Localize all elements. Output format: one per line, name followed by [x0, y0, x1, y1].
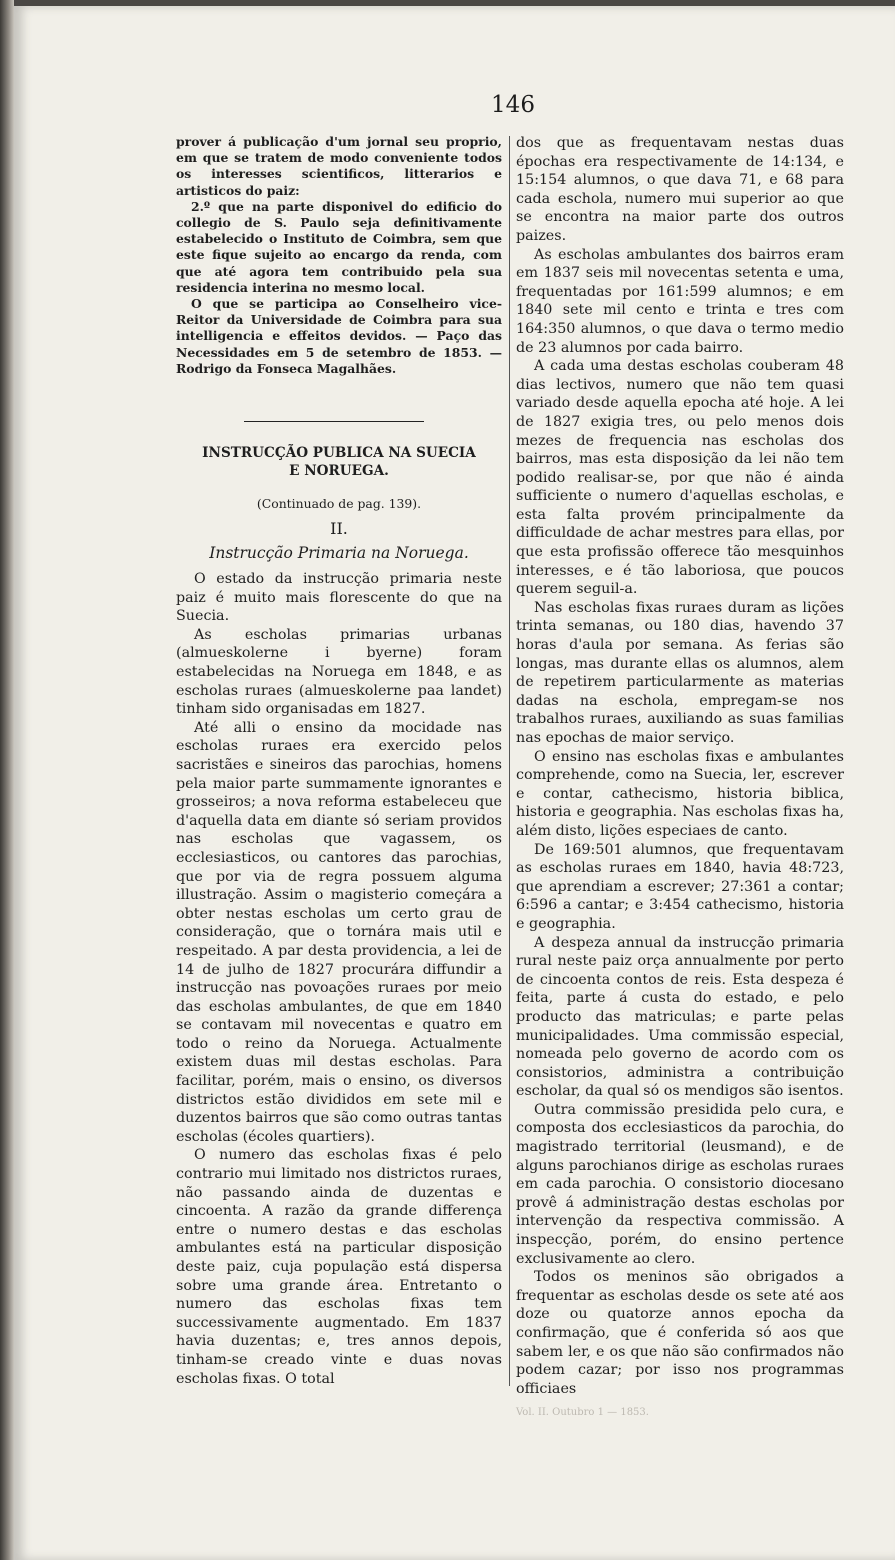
book-spine-edge: [0, 0, 14, 1560]
page-number: 146: [491, 92, 535, 118]
body-paragraph: O numero das escholas fixas é pelo contrario mui limitado nos districtos ruraes, não passando ainda de duzentas e cincoenta. A razão da grande differença entre o numero destas e das escholas ambulantes está na particular disposição deste paiz, cuja população está dispersa sobre uma grande área. Entretanto o numero das escholas fixas tem successivamente augmentado. Em 1837 havia duzentas; e, tres annos depois, tinham-se creado vinte e duas novas escholas fixas. O total: [176, 1147, 502, 1387]
body-paragraph: A cada uma destas escholas couberam 48 dias lectivos, numero que não tem quasi variado desde aquella epocha até hoje. A lei de 1827 exigia tres, ou pelo menos dois mezes de frequencia nas escholas dos bairros, mas esta disposição da lei não tem podido realisar-se, por que não é ainda sufficiente o numero d'aquellas escholas, e esta falta provém principalmente da difficuldade de achar mestres para ellas, por que esta profissão offerece tão mesquinhos interesses, e é tão laboriosa, que poucos querem seguil-a.: [516, 358, 844, 598]
decree-paragraph: O que se participa ao Conselheiro vice-Reitor da Universidade de Coimbra para sua intelligencia e effeitos devidos. — Paço das Necessidades em 5 de setembro de 1853. — Rodrigo da Fonseca Magalhães.: [176, 296, 502, 376]
body-paragraph: Nas escholas fixas ruraes duram as lições trinta semanas, ou 180 dias, havendo 37 horas d'aula por semana. As ferias são longas, mas durante ellas os alumnos, alem de repetirem particularmente as materias dadas na eschola, empregam-se nos trabalhos ruraes, auxiliando as suas familias nas epochas de maior serviço.: [516, 599, 844, 746]
body-paragraph: Até alli o ensino da mocidade nas escholas ruraes era exercido pelos sacristães e sineiros das parochias, homens pela maior parte summamente ignorantes e grosseiros; a nova reforma estabeleceu que d'aquella data em diante só seriam providos nas escholas que vagassem, os ecclesiasticos, ou cantores das parochias, que por via de regra possuem alguma illustração. Assim o magisterio começára a obter nestas escholas um certo grau de consideração, que o tornára mais util e respeitado. A par desta providencia, a lei de 14 de julho de 1827 procurára diffundir a instrucção nas povoações ruraes por meio das escholas ambulantes, de que em 1840 se contavam mil novecentas e quatro em todo o reino da Noruega. Actualmente existem duas mil destas escholas. Para facilitar, porém, mais o ensino, os diversos districtos estão divididos em sete mil e duzentos bairros que são como outras tantas escholas (écoles quartiers).: [176, 719, 502, 1145]
body-paragraph: A despeza annual da instrucção primaria rural neste paiz orça annualmente por perto de cincoenta contos de reis. Esta despeza é feita, parte á custa do estado, e pelo producto das matriculas; e parte pelas municipalidades. Uma commissão especial, nomeada pelo governo de acordo com os consistorios, administra a contribuição escholar, da qual só os mendigos são isentos.: [516, 934, 844, 1100]
body-paragraph: Todos os meninos são obrigados a frequentar as escholas desde os sete até aos doze ou quatorze annos epocha da confirmação, que é conferida só aos que sabem ler, e os que não são confirmados não podem cazar; por isso nos programmas officiaes: [516, 1269, 844, 1397]
body-paragraph: O estado da instrucção primaria neste paiz é muito mais florescente do que na Suecia.: [176, 571, 502, 625]
body-paragraph: Outra commissão presidida pelo cura, e composta dos ecclesiasticos da parochia, do magistrado territorial (leusmand), e de alguns parochianos dirige as escholas ruraes em cada parochia. O consistorio diocesano provê á administração destas escholas por intervenção da respectiva commissão. A inspecção, porém, do ensino pertence exclusivamente ao clero.: [516, 1101, 844, 1267]
body-paragraph: As escholas ambulantes dos bairros eram em 1837 seis mil novecentas setenta e uma, frequentadas por 161:599 alumnos; e em 1840 sete mil cento e trinta e tres com 164:350 alumnos, o que dava o termo medio de 23 alumnos por cada bairro.: [516, 246, 844, 356]
left-body: [176, 570, 502, 1388]
decree-paragraph: prover á publicação d'um jornal seu proprio, em que se tratem de modo conveniente todos os interesses scientificos, litterarios e artisticos do paiz:: [176, 134, 502, 198]
chapter-subtitle: Instrucção Primaria na Noruega.: [209, 544, 469, 563]
column-divider: [509, 136, 510, 1386]
body-paragraph: As escholas primarias urbanas (almueskolerne i byerne) foram estabelecidas na Noruega em 1848, e as escholas ruraes (almueskolerne paa landet) tinham sido organisadas em 1827.: [176, 626, 502, 718]
body-paragraph: dos que as frequentavam nestas duas épochas era respectivamente de 14:134, e 15:154 alumnos, o que dava 71, e 68 para cada eschola, numero mui superior ao que se encontra na maior parte dos outros paizes.: [516, 135, 844, 244]
body-paragraph: De 169:501 alumnos, que frequentavam as escholas ruraes em 1840, havia 48:723, que aprendiam a escrever; 27:361 a contar; 6:596 a cantar; e 3:454 cathecismo, historia e geographia.: [516, 841, 844, 932]
section-title: INSTRUCÇÃO PUBLICA NA SUECIA: [202, 445, 476, 462]
chapter-numeral: II.: [330, 519, 348, 539]
right-body: [516, 134, 844, 1398]
body-paragraph: O ensino nas escholas fixas e ambulantes comprehende, como na Suecia, ler, escrever e contar, cathecismo, historia biblica, historia e geographia. Nas escholas fixas ha, além disto, lições especiaes de canto.: [516, 748, 844, 839]
section-title-line2: E NORUEGA.: [289, 463, 389, 480]
decree-paragraph: 2.º que na parte disponivel do edificio do collegio de S. Paulo seja definitivamente estabelecido o Instituto de Coimbra, sem que este fique sujeito ao encargo da renda, com que até agora tem contribuido pela sua residencia interina no mesmo local.: [176, 198, 502, 295]
section-rule: [244, 421, 424, 422]
bleed-through-footer: Vol. II. Outubro 1 — 1853.: [516, 1407, 649, 1418]
right-column: [516, 134, 844, 1398]
decree-block: [176, 134, 502, 377]
left-column: [176, 134, 502, 1388]
continued-note: (Continuado de pag. 139).: [256, 496, 422, 512]
